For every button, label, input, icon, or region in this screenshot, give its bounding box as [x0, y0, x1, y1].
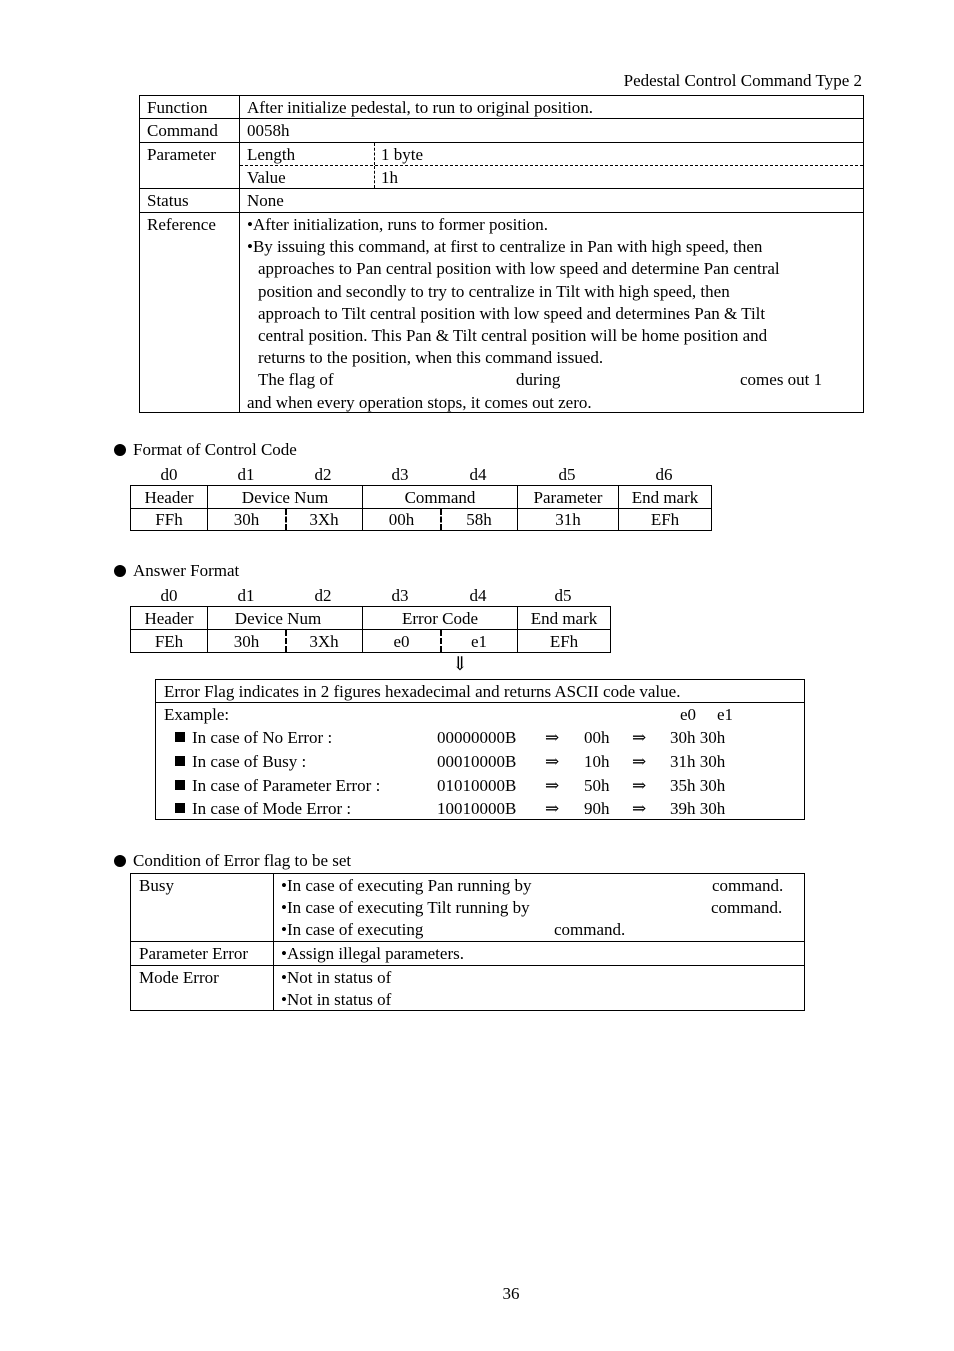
header-cell: End mark — [530, 609, 598, 628]
condition-heading — [114, 852, 351, 869]
answer-format-heading — [114, 562, 239, 579]
reference-line: central position. This Pan & Tilt central position will be home position and — [258, 325, 768, 345]
busy-condition-2-end: command. — [711, 898, 783, 917]
e1-column-label: e1 — [717, 705, 734, 724]
byte-label: d2 — [314, 586, 332, 605]
reference-line: position and secondly to try to centralize in Tilt with high speed, then — [258, 281, 730, 301]
flag-text-3: comes out 1 — [740, 370, 823, 390]
right-arrow-icon: ⇒ — [632, 799, 647, 818]
header-cell: Header — [144, 609, 194, 628]
value-cell: EFh — [650, 510, 680, 529]
reference-line: returns to the position, when this command issued. — [258, 348, 604, 368]
error-case-label: In case of No Error : — [192, 728, 333, 747]
byte-label: d3 — [391, 465, 409, 484]
parameter-subtable — [240, 143, 863, 188]
length-row — [240, 143, 863, 165]
command-value: 0058h — [247, 121, 290, 140]
busy-condition-3: •In case of executing — [281, 920, 424, 939]
error-binary: 00010000B — [437, 752, 517, 771]
error-ascii: 39h 30h — [670, 799, 726, 818]
bullet-icon — [114, 565, 126, 577]
mode-error-row — [131, 965, 804, 1010]
status-label: Status — [140, 189, 240, 212]
byte-label: d5 — [558, 465, 576, 484]
bullet-icon — [114, 855, 126, 867]
square-bullet-icon — [175, 756, 185, 766]
square-bullet-icon — [175, 780, 185, 790]
status-value: None — [247, 191, 284, 210]
byte-label: d0 — [160, 465, 178, 484]
square-bullet-icon — [175, 732, 185, 742]
flag-text-1: The flag of — [258, 370, 334, 390]
reference-label: Reference — [140, 213, 240, 412]
flag-line — [247, 371, 857, 393]
header-cell: Parameter — [533, 488, 603, 507]
error-ascii: 30h 30h — [670, 728, 726, 747]
page-number: 36 — [502, 1284, 520, 1303]
mode-error-label: Mode Error — [131, 966, 274, 1010]
right-arrow-icon: ⇒ — [632, 752, 647, 771]
page-header: Pedestal Control Command Type 2 — [623, 71, 862, 90]
right-arrow-icon: ⇒ — [545, 799, 560, 818]
control-code-heading — [114, 441, 297, 458]
busy-label: Busy — [131, 874, 274, 941]
status-row — [140, 188, 863, 212]
value-cell: e1 — [470, 632, 488, 651]
value-cell: FFh — [155, 510, 183, 529]
reference-line: approaches to Pan central position with low speed and determine Pan central — [258, 259, 780, 279]
square-bullet-icon — [175, 803, 185, 813]
mode-error-condition-1: •Not in status of — [281, 968, 392, 987]
error-case-label: In case of Parameter Error : — [192, 776, 381, 795]
error-hex: 50h — [584, 776, 610, 795]
reference-line: •After initialization, runs to former position. — [247, 215, 549, 234]
function-row — [140, 96, 863, 118]
error-case-label: In case of Busy : — [192, 752, 307, 771]
value-cell: 30h — [233, 632, 260, 651]
function-value: After initialize pedestal, to run to original position. — [247, 98, 594, 117]
error-binary: 10010000B — [437, 799, 517, 818]
value-value: 1h — [381, 168, 398, 187]
parameter-error-condition: •Assign illegal parameters. — [281, 944, 464, 963]
value-cell: 3Xh — [309, 510, 339, 529]
error-flag-title: Error Flag indicates in 2 figures hexadecimal and returns ASCII code value. — [164, 682, 681, 701]
answer-format-grid — [130, 606, 611, 653]
answer-format-heading-text: Answer Format — [133, 561, 240, 580]
parameter-error-row — [131, 941, 804, 965]
parameter-error-label: Parameter Error — [131, 942, 274, 965]
reference-row — [140, 212, 863, 412]
value-cell: 00h — [388, 510, 415, 529]
mode-error-conditions — [274, 966, 804, 1010]
control-code-grid — [130, 485, 712, 531]
byte-label: d6 — [655, 465, 673, 484]
value-cell: EFh — [549, 632, 579, 651]
header-cell: Command — [404, 488, 476, 507]
busy-condition-2: •In case of executing Tilt running by — [281, 898, 530, 917]
control-code-heading-text: Format of Control Code — [133, 440, 297, 459]
header-cell: End mark — [631, 488, 699, 507]
command-label: Command — [140, 119, 240, 142]
busy-condition-1: •In case of executing Pan running by — [281, 876, 532, 895]
value-cell: 30h — [233, 510, 260, 529]
function-label: Function — [140, 96, 240, 118]
error-ascii: 31h 30h — [670, 752, 726, 771]
reference-line: •By issuing this command, at first to centralize in Pan with high speed, then — [247, 237, 763, 257]
byte-label: d0 — [160, 586, 178, 605]
busy-condition-3-end: command. — [554, 920, 626, 939]
command-table — [139, 95, 864, 413]
condition-heading-text: Condition of Error flag to be set — [133, 851, 352, 870]
right-arrow-icon: ⇒ — [545, 752, 560, 771]
value-label: Value — [240, 166, 375, 188]
error-binary: 01010000B — [437, 776, 517, 795]
flag-line-2: and when every operation stops, it comes out zero. — [247, 392, 592, 412]
length-label: Length — [240, 143, 375, 165]
right-arrow-icon: ⇒ — [545, 776, 560, 795]
error-flag-box — [155, 679, 805, 820]
error-hex: 00h — [584, 728, 610, 747]
busy-condition-1-end: command. — [712, 876, 784, 895]
header-cell: Device Num — [234, 609, 322, 628]
error-binary: 00000000B — [437, 728, 517, 747]
header-cell: Device Num — [241, 488, 329, 507]
byte-label: d3 — [391, 586, 409, 605]
byte-label: d2 — [314, 465, 332, 484]
parameter-row — [140, 142, 863, 188]
length-value: 1 byte — [381, 145, 424, 164]
right-arrow-icon: ⇒ — [545, 728, 560, 747]
condition-table — [130, 873, 805, 1011]
byte-label: d4 — [469, 586, 487, 605]
busy-row — [131, 874, 804, 941]
example-label: Example: — [164, 705, 230, 724]
error-ascii: 35h 30h — [670, 776, 726, 795]
e0-column-label: e0 — [680, 705, 697, 724]
down-arrow-icon: ⇓ — [452, 654, 468, 675]
error-hex: 90h — [584, 799, 610, 818]
reference-line: approach to Tilt central position with low speed and determines Pan & Tilt — [258, 303, 766, 323]
error-hex: 10h — [584, 752, 610, 771]
byte-label: d1 — [237, 465, 255, 484]
byte-label: d5 — [554, 586, 572, 605]
value-cell: FEh — [154, 632, 184, 651]
value-cell: 3Xh — [309, 632, 339, 651]
header-cell: Error Code — [401, 609, 478, 628]
bullet-icon — [114, 444, 126, 456]
value-row — [240, 165, 863, 188]
value-cell: 31h — [555, 510, 581, 529]
parameter-label: Parameter — [140, 143, 240, 188]
header-cell: Header — [144, 488, 194, 507]
busy-conditions — [274, 874, 804, 941]
value-cell: e0 — [393, 632, 410, 651]
mode-error-condition-2: •Not in status of — [281, 990, 392, 1009]
value-cell: 58h — [466, 510, 492, 529]
flag-text-2: during — [516, 370, 561, 390]
error-case-label: In case of Mode Error : — [192, 799, 352, 818]
right-arrow-icon: ⇒ — [632, 776, 647, 795]
command-row — [140, 118, 863, 142]
reference-text — [240, 213, 863, 412]
right-arrow-icon: ⇒ — [632, 728, 647, 747]
byte-label: d1 — [237, 586, 255, 605]
byte-label: d4 — [469, 465, 487, 484]
